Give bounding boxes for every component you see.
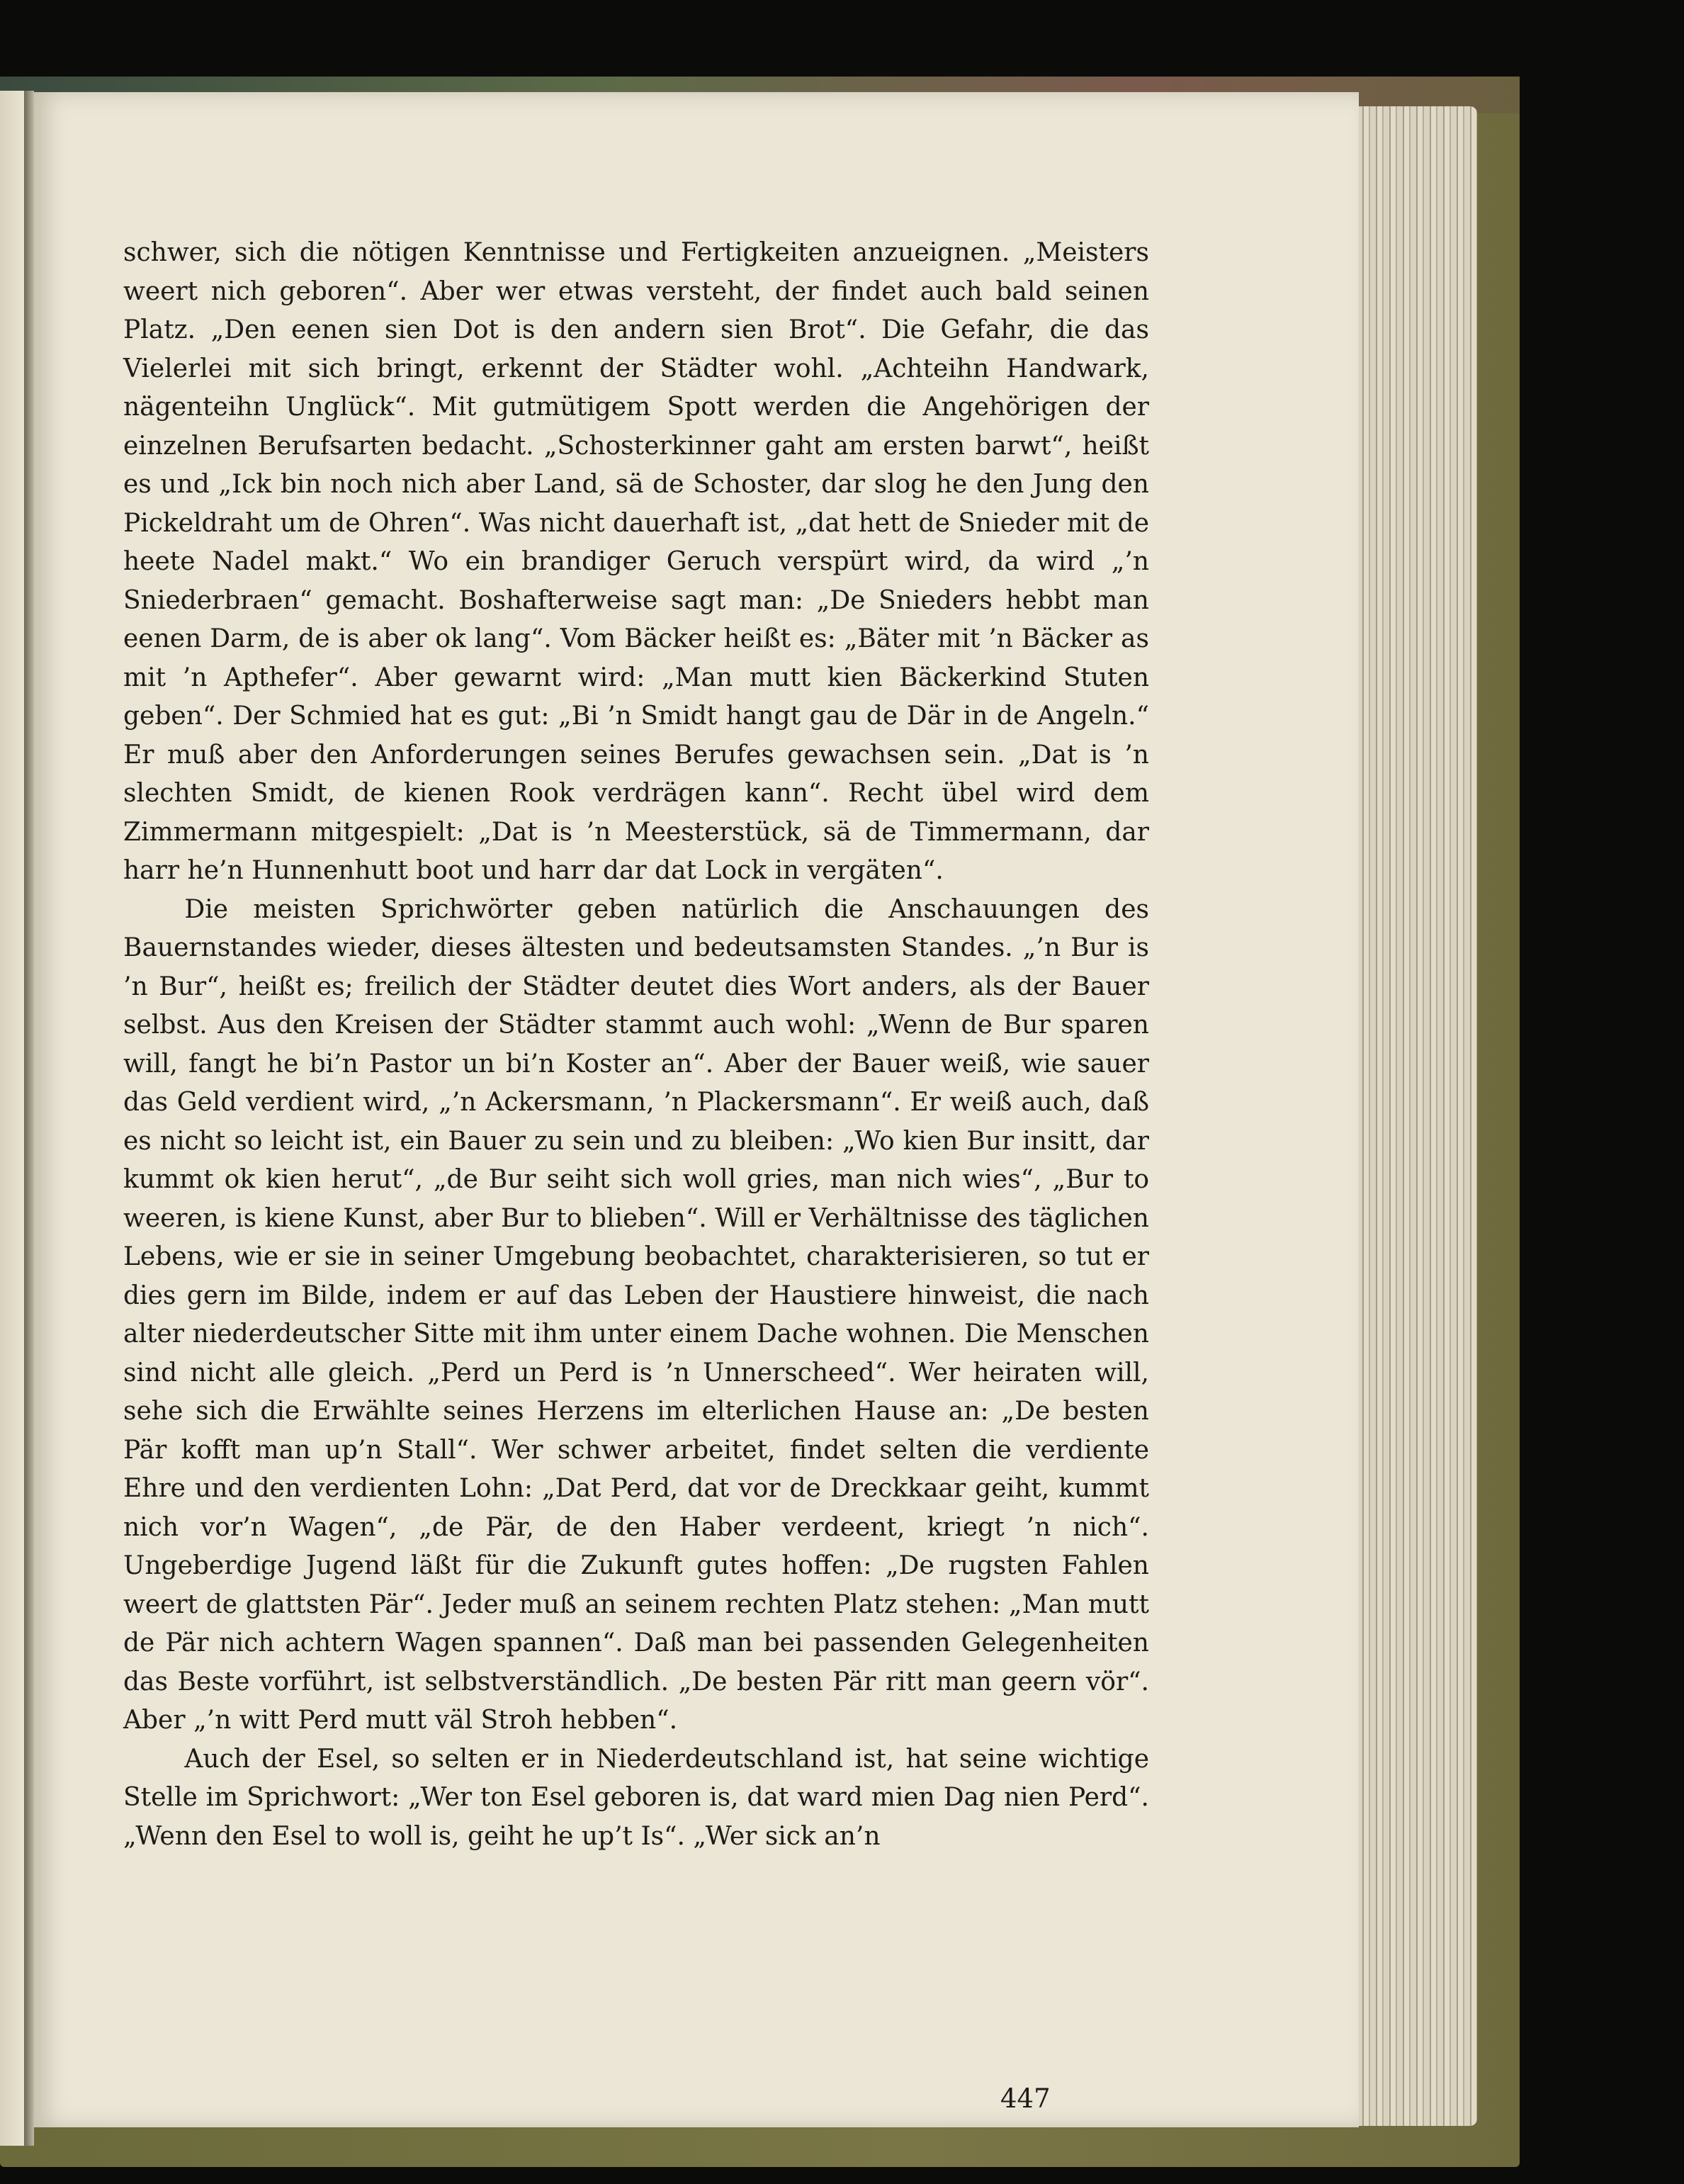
page-edges [1357, 106, 1477, 2126]
paragraph-2: Die meisten Sprichwörter geben natürlich die Anschauungen des Bauernstandes wieder, dieses ältesten und bedeutsamsten Standes. „’n Bur is ’n Bur“, heißt es; freilich der Städter deutet dies Wort anders, als der Bauer selbst. Aus den Kreisen der Städter stammt auch wohl: „Wenn de Bur sparen will, fangt he bi’n Pastor un bi’n Koster an“. Aber der Bauer weiß, wie sauer das Geld verdient wird, „’n Ackersmann, ’n Plackersmann“. Er weiß auch, daß es nicht so leicht ist, ein Bauer zu sein und zu bleiben: „Wo kien Bur insitt, dar kummt ok kien herut“, „de Bur seiht sich woll gries, man nich wies“, „Bur to weeren, is kiene Kunst, aber Bur to blieben“. Will er Verhältnisse des täglichen Lebens, wie er sie in seiner Umgebung beobachtet, charakterisieren, so tut er dies gern im Bilde, indem er auf das Leben der Haustiere hinweist, die nach alter niederdeutscher Sitte mit ihm unter einem Dache wohnen. Die Menschen sind nicht alle gleich. „Perd un Perd is ’n Unnerscheed“. Wer heiraten will, sehe sich die Erwählte seines Herzens im elterlichen Hause an: „De besten Pär kofft man up’n Stall“. Wer schwer arbeitet, findet selten die verdiente Ehre und den verdienten Lohn: „Dat Perd, dat vor de Dreckkaar geiht, kummt nich vor’n Wagen“, „de Pär, de den Haber verdeent, kriegt ’n nich“. Ungeberdige Jugend läßt für die Zukunft gutes hoffen: „De rugsten Fahlen weert de glattsten Pär“. Jeder muß an seinem rechten Platz stehen: „Man mutt de Pär nich achtern Wagen spannen“. Daß man bei passenden Gelegenheiten das Beste vorführt, ist selbstverständlich. „De besten Pär ritt man geern vör“. Aber „’n witt Perd mutt väl Stroh hebben“. [123, 894, 1149, 1735]
book-page [34, 92, 1359, 2127]
page-text [123, 234, 1149, 1856]
book-gutter [24, 91, 34, 2146]
page-number: 447 [1000, 2083, 1051, 2114]
paragraph-3: Auch der Esel, so selten er in Niederdeutschland ist, hat seine wichtige Stelle im Sprichwort: „Wer ton Esel geboren is, dat ward mien Dag nien Perd“. „Wenn den Esel to woll is, geiht he up’t Is“. „Wer sick an’n [123, 1744, 1149, 1851]
paragraph-1: schwer, sich die nötigen Kenntnisse und Fertigkeiten anzueignen. „Meisters weert nich geboren“. Aber wer etwas versteht, der findet auch bald seinen Platz. „Den eenen sien Dot is den andern sien Brot“. Die Gefahr, die das Vielerlei mit sich bringt, erkennt der Städter wohl. „Achteihn Handwark, nägenteihn Unglück“. Mit gutmütigem Spott werden die Angehörigen der einzelnen Berufsarten bedacht. „Schosterkinner gaht am ersten barwt“, heißt es und „Ick bin noch nich aber Land, sä de Schoster, dar slog he den Jung den Pickeldraht um de Ohren“. Was nicht dauerhaft ist, „dat hett de Snieder mit de heete Nadel makt.“ Wo ein brandiger Geruch verspürt wird, da wird „’n Sniederbraen“ gemacht. Boshafterweise sagt man: „De Snieders hebbt man eenen Darm, de is aber ok lang“. Vom Bäcker heißt es: „Bäter mit ’n Bäcker as mit ’n Apthefer“. Aber gewarnt wird: „Man mutt kien Bäckerkind Stuten geben“. Der Schmied hat es gut: „Bi ’n Smidt hangt gau de Där in de Angeln.“ Er muß aber den Anforderungen seines Berufes gewachsen sein. „Dat is ’n slechten Smidt, de kienen Rook verdrägen kann“. Recht übel wird dem Zimmermann mitgespielt: „Dat is ’n Meesterstück, sä de Timmermann, dar harr he’n Hunnenhutt boot und harr dar dat Lock in vergäten“. [123, 238, 1149, 885]
